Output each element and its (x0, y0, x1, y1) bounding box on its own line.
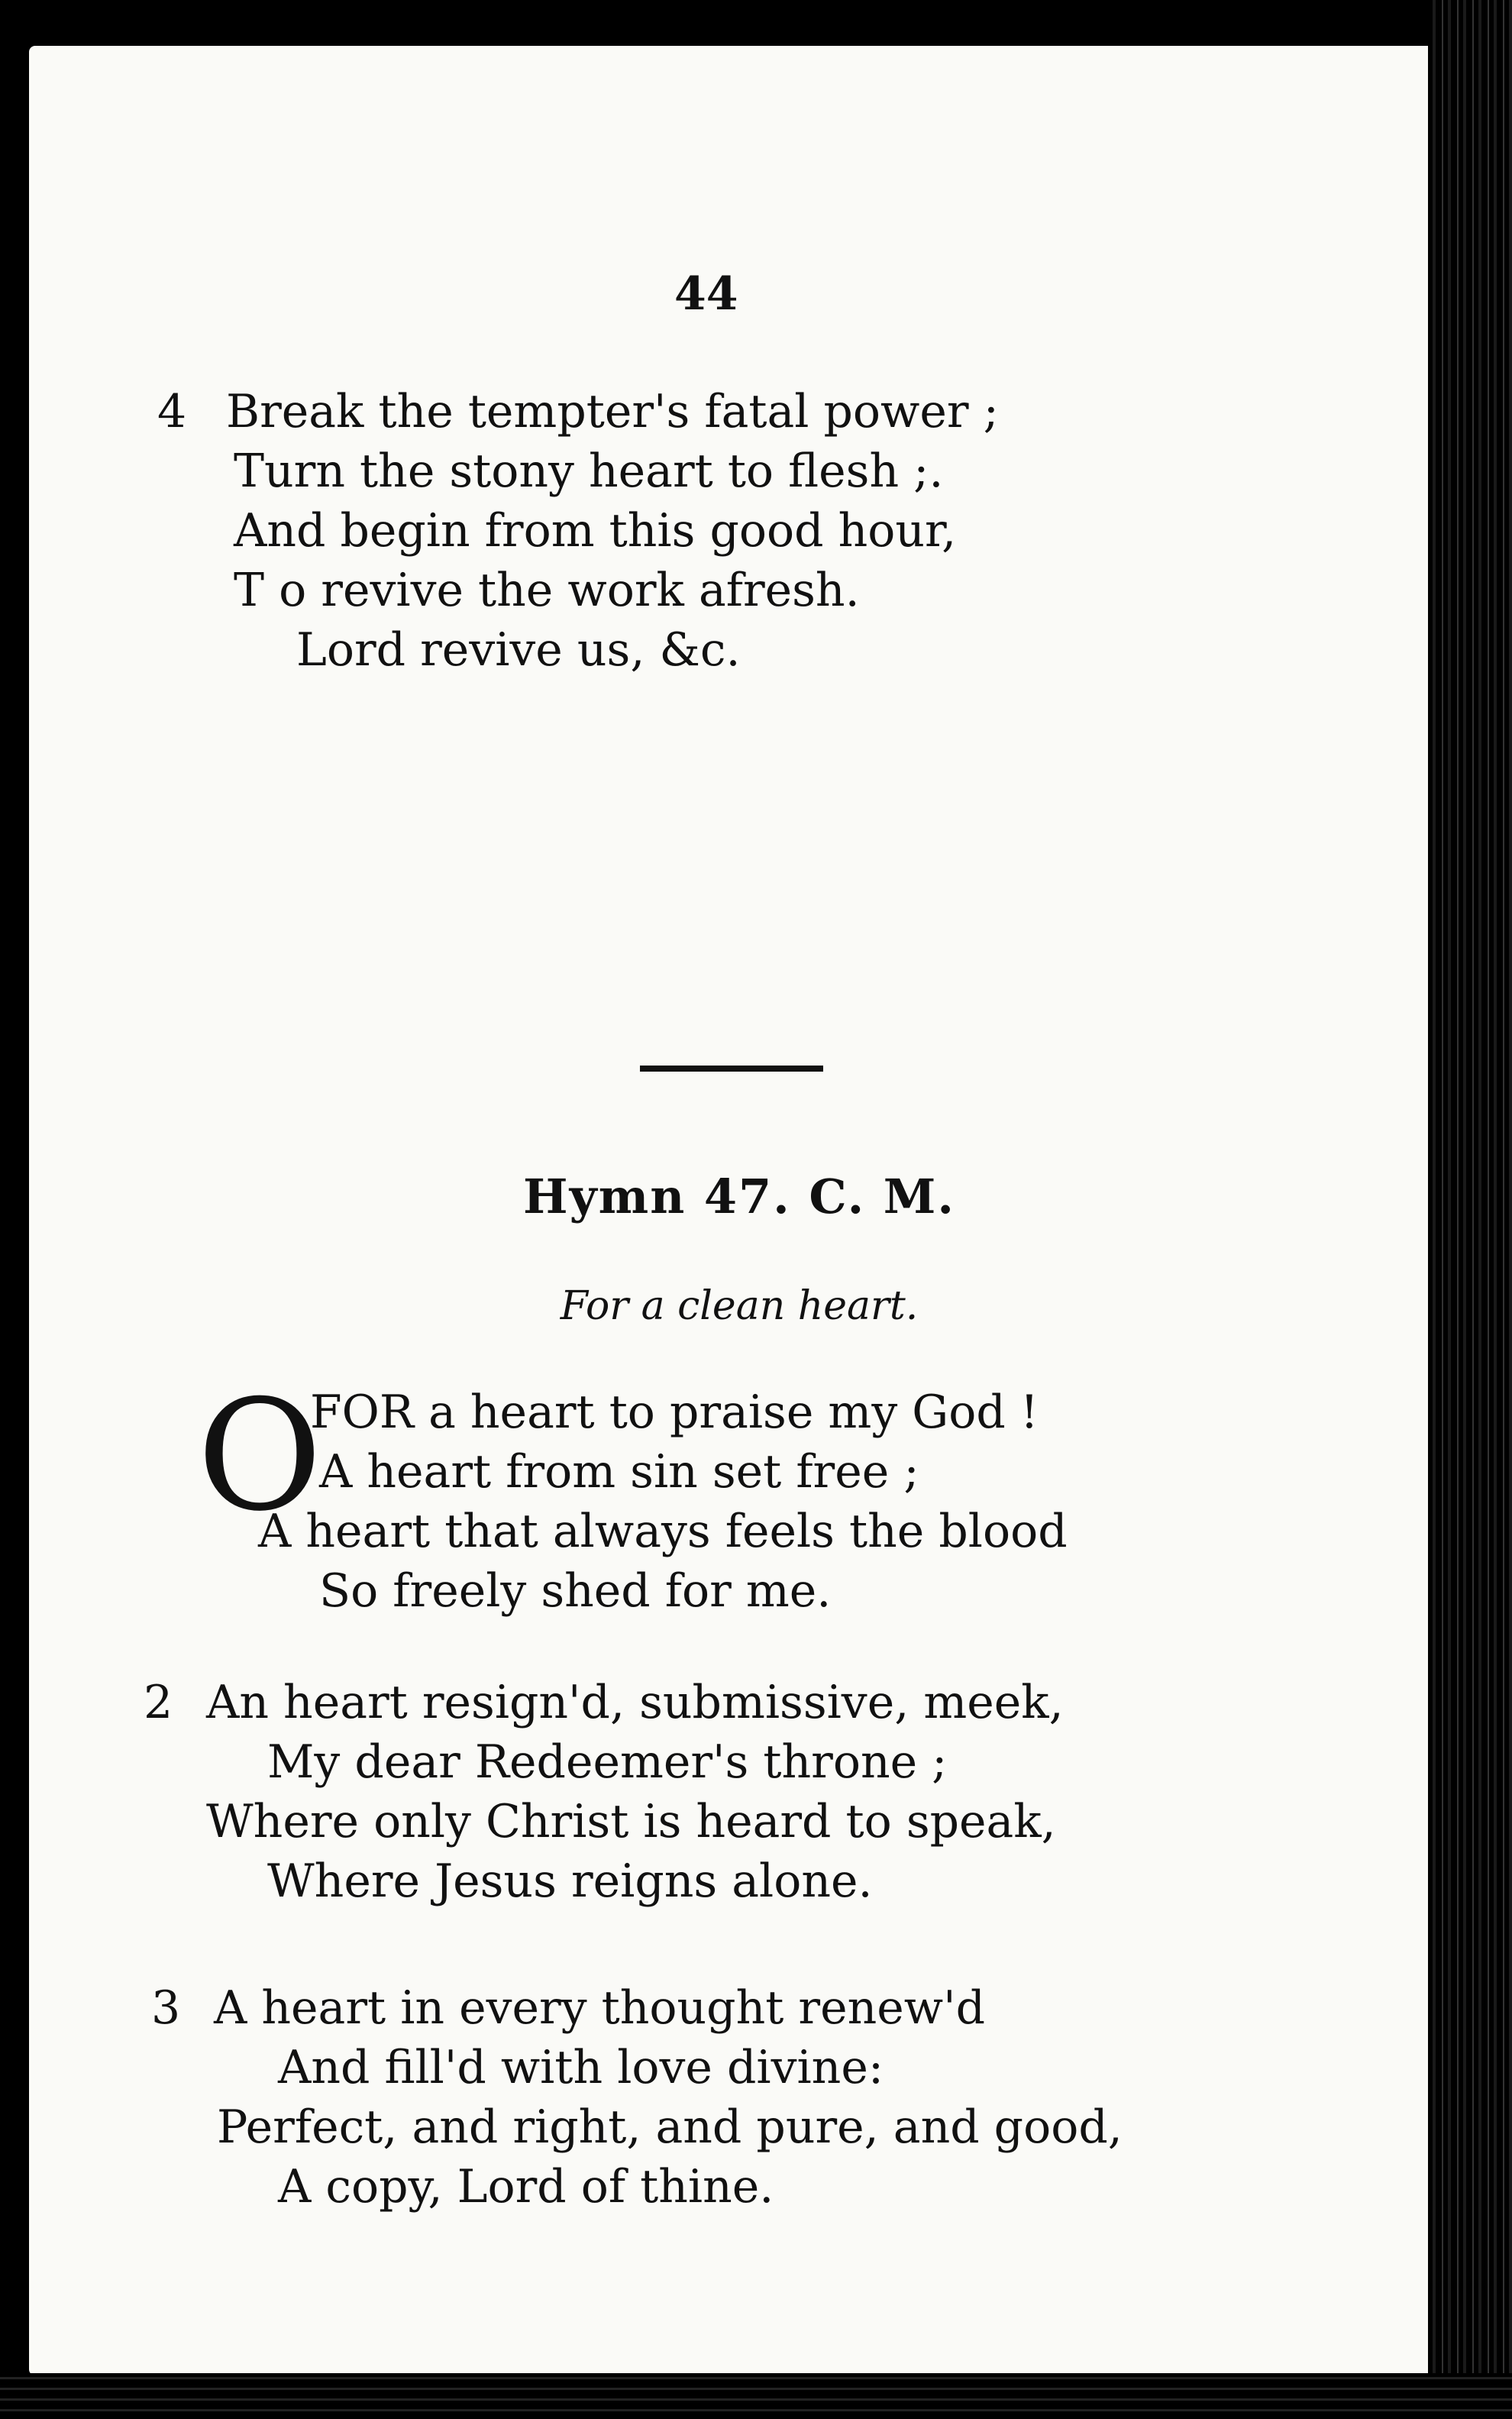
dropcap: O (197, 1367, 322, 1545)
verse-line: FOR a heart to praise my God ! (310, 1386, 1039, 1439)
verse-line: A heart from sin set free ; (319, 1445, 919, 1499)
verse-line: Turn the stony heart to flesh ;. (234, 445, 944, 498)
hymn-title: Hymn 47. C. M. (523, 1169, 955, 1224)
page-edge-right (1428, 0, 1512, 2419)
verse-line: My dear Redeemer's throne ; (267, 1735, 948, 1789)
verse-line: And fill'd with love divine: (278, 2041, 884, 2094)
verse-line: Where only Christ is heard to speak, (206, 1795, 1056, 1848)
book-page (29, 46, 1449, 2375)
page-number: 44 (674, 267, 738, 321)
verse-line: Break the tempter's fatal power ; (226, 385, 999, 438)
verse-line: A heart in every thought renew'd (214, 1981, 986, 2035)
verse-line: A heart that always feels the blood (258, 1505, 1068, 1558)
verse-line: Perfect, and right, and pure, and good, (217, 2100, 1123, 2154)
verse-line: An heart resign'd, submissive, meek, (206, 1676, 1064, 1729)
verse-line: A copy, Lord of thine. (278, 2160, 774, 2214)
page-edge-bottom (0, 2373, 1512, 2419)
stanza-number: 2 (144, 1676, 173, 1729)
verse-line: T o revive the work afresh. (234, 564, 860, 617)
stanza-number: 4 (157, 385, 187, 438)
stanza-number: 3 (151, 1981, 181, 2035)
verse-line: Where Jesus reigns alone. (267, 1855, 873, 1908)
verse-line: Lord revive us, &c. (296, 623, 741, 677)
verse-line: And begin from this good hour, (234, 504, 957, 558)
hymn-subtitle: For a clean heart. (560, 1283, 919, 1329)
verse-line: So freely shed for me. (319, 1564, 832, 1618)
section-divider (640, 1066, 823, 1072)
